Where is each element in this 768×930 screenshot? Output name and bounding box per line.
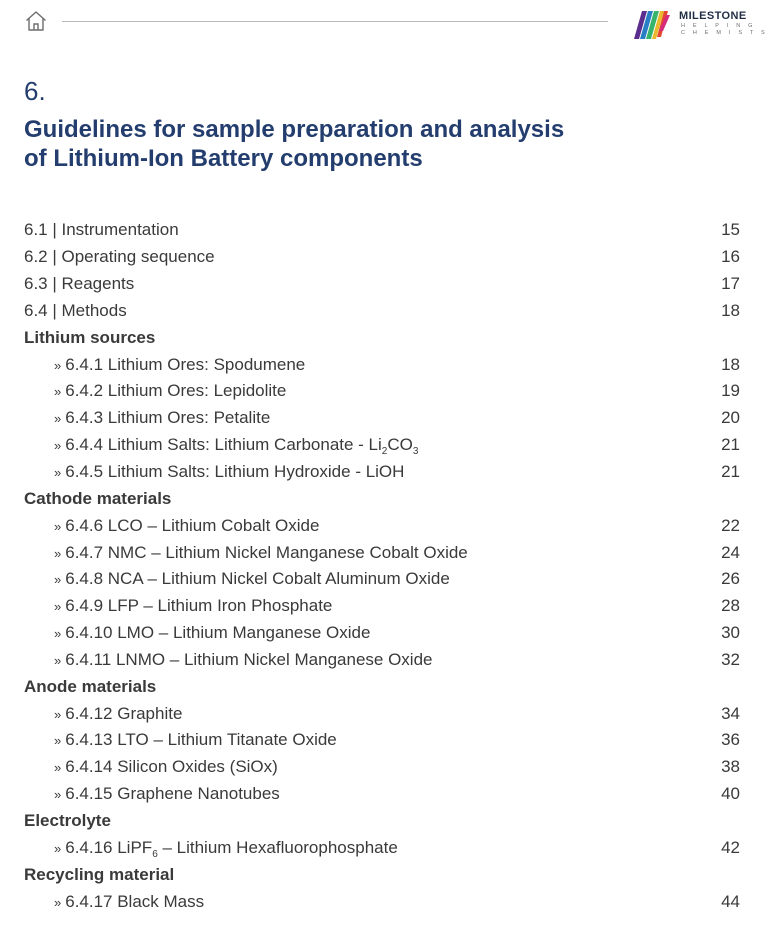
chapter-title-line-1: Guidelines for sample preparation and analysis	[24, 116, 565, 143]
toc-entry-label: » 6.4.6 LCO – Lithium Cobalt Oxide	[24, 516, 319, 536]
home-icon[interactable]	[24, 9, 48, 33]
toc-entry-6-4-8[interactable]	[24, 566, 740, 593]
toc-entry-label	[24, 435, 419, 458]
toc-entry-label: 6.2 | Operating sequence	[24, 247, 215, 267]
milestone-logo	[632, 8, 768, 40]
toc-entry-6-4-1[interactable]	[24, 351, 740, 378]
toc-entry-label: » 6.4.17 Black Mass	[24, 892, 204, 912]
toc-entry-page: 15	[721, 220, 740, 240]
toc-entry-label: » 6.4.14 Silicon Oxides (SiOx)	[24, 757, 278, 777]
toc-entry-6-4[interactable]	[24, 298, 740, 325]
toc-entry-page: 21	[721, 435, 740, 455]
subscript-3: 3	[412, 446, 419, 458]
toc-entry-page: 36	[721, 730, 740, 750]
toc-section-anode-materials	[24, 673, 740, 700]
toc-section-label: Electrolyte	[24, 810, 111, 830]
toc-entry-6-4-12[interactable]	[24, 700, 740, 727]
subscript-2: 2	[381, 446, 388, 458]
toc-entry-label: » 6.4.8 NCA – Lithium Nickel Cobalt Aluminum Oxide	[24, 569, 450, 589]
toc-section-label: Anode materials	[24, 676, 157, 696]
toc-entry-label: » 6.4.5 Lithium Salts: Lithium Hydroxide - LiOH	[24, 462, 404, 482]
chapter-number: 6.	[24, 76, 46, 106]
toc-entry-label-text: 6.4.16 LiPF	[65, 837, 153, 857]
toc-section-label: Recycling material	[24, 864, 175, 884]
table-of-contents	[24, 217, 740, 915]
toc-section-recycling-material	[24, 861, 740, 888]
logo-tagline-line-2: C H E M I S T S	[681, 30, 768, 36]
toc-entry-6-4-3[interactable]	[24, 405, 740, 432]
toc-entry-6-4-5[interactable]	[24, 459, 740, 486]
toc-entry-6-4-17[interactable]	[24, 888, 740, 915]
header-divider	[62, 21, 608, 22]
toc-entry-label: » 6.4.2 Lithium Ores: Lepidolite	[24, 381, 286, 401]
toc-entry-label: » 6.4.13 LTO – Lithium Titanate Oxide	[24, 730, 337, 750]
toc-entry-label-text: CO	[387, 435, 413, 455]
toc-entry-6-4-10[interactable]	[24, 620, 740, 647]
toc-entry-6-4-7[interactable]	[24, 539, 740, 566]
toc-entry-6-1[interactable]	[24, 217, 740, 244]
toc-entry-6-3[interactable]	[24, 271, 740, 298]
toc-section-lithium-sources	[24, 324, 740, 351]
toc-entry-6-4-13[interactable]	[24, 727, 740, 754]
subscript-6: 6	[152, 848, 158, 860]
toc-entry-page: 18	[721, 300, 740, 320]
toc-entry-page: 20	[721, 408, 740, 428]
toc-entry-page: 34	[721, 703, 740, 723]
toc-entry-page: 17	[721, 274, 740, 294]
logo-tagline-line-1: H E L P I N G	[681, 23, 756, 29]
toc-entry-6-4-14[interactable]	[24, 754, 740, 781]
toc-entry-page: 21	[721, 462, 740, 482]
toc-entry-label: » 6.4.10 LMO – Lithium Manganese Oxide	[24, 623, 370, 643]
toc-entry-label: 6.1 | Instrumentation	[24, 220, 179, 240]
toc-entry-page: 44	[721, 891, 740, 911]
toc-entry-label: » 6.4.11 LNMO – Lithium Nickel Manganese Oxide	[24, 650, 433, 670]
toc-entry-page: 30	[721, 623, 740, 643]
toc-entry-page: 42	[721, 837, 740, 857]
logo-mark-icon	[632, 9, 670, 39]
toc-entry-label	[24, 838, 398, 858]
toc-entry-6-4-15[interactable]	[24, 781, 740, 808]
toc-entry-6-4-11[interactable]	[24, 647, 740, 674]
toc-entry-6-2[interactable]	[24, 244, 740, 271]
toc-entry-page: 24	[721, 542, 740, 562]
toc-entry-label: » 6.4.7 NMC – Lithium Nickel Manganese Cobalt Oxide	[24, 543, 468, 563]
toc-entry-label: » 6.4.12 Graphite	[24, 704, 182, 724]
toc-section-label: Lithium sources	[24, 327, 156, 347]
chapter-title	[24, 115, 724, 173]
toc-entry-label-text: 6.4.4 Lithium Salts: Lithium Carbonate - Li	[65, 435, 382, 455]
toc-entry-page: 19	[721, 381, 740, 401]
top-bar	[0, 0, 768, 48]
logo-name: MILESTONE	[679, 10, 747, 22]
toc-entry-page: 38	[721, 757, 740, 777]
toc-entry-page: 28	[721, 596, 740, 616]
toc-entry-label: » 6.4.3 Lithium Ores: Petalite	[24, 408, 270, 428]
toc-entry-page: 16	[721, 247, 740, 267]
toc-entry-label: 6.4 | Methods	[24, 300, 127, 320]
toc-entry-label-text: – Lithium Hexafluorophosphate	[157, 837, 398, 857]
toc-entry-6-4-6[interactable]	[24, 512, 740, 539]
toc-entry-label: » 6.4.1 Lithium Ores: Spodumene	[24, 355, 305, 375]
toc-entry-page: 26	[721, 569, 740, 589]
toc-section-electrolyte	[24, 808, 740, 835]
logo-tagline	[681, 23, 768, 37]
toc-entry-page: 22	[721, 515, 740, 535]
chapter-title-line-2: of Lithium-Ion Battery components	[24, 145, 423, 172]
toc-entry-6-4-2[interactable]	[24, 378, 740, 405]
toc-entry-label: » 6.4.15 Graphene Nanotubes	[24, 784, 280, 804]
toc-entry-6-4-9[interactable]	[24, 593, 740, 620]
toc-entry-6-4-16[interactable]	[24, 834, 740, 861]
toc-entry-page: 18	[721, 354, 740, 374]
toc-entry-page: 32	[721, 649, 740, 669]
toc-section-label: Cathode materials	[24, 488, 172, 508]
toc-entry-label: » 6.4.9 LFP – Lithium Iron Phosphate	[24, 596, 332, 616]
toc-section-cathode-materials	[24, 485, 740, 512]
toc-entry-6-4-4[interactable]	[24, 432, 740, 459]
toc-entry-label: 6.3 | Reagents	[24, 274, 135, 294]
toc-entry-page: 40	[721, 784, 740, 804]
